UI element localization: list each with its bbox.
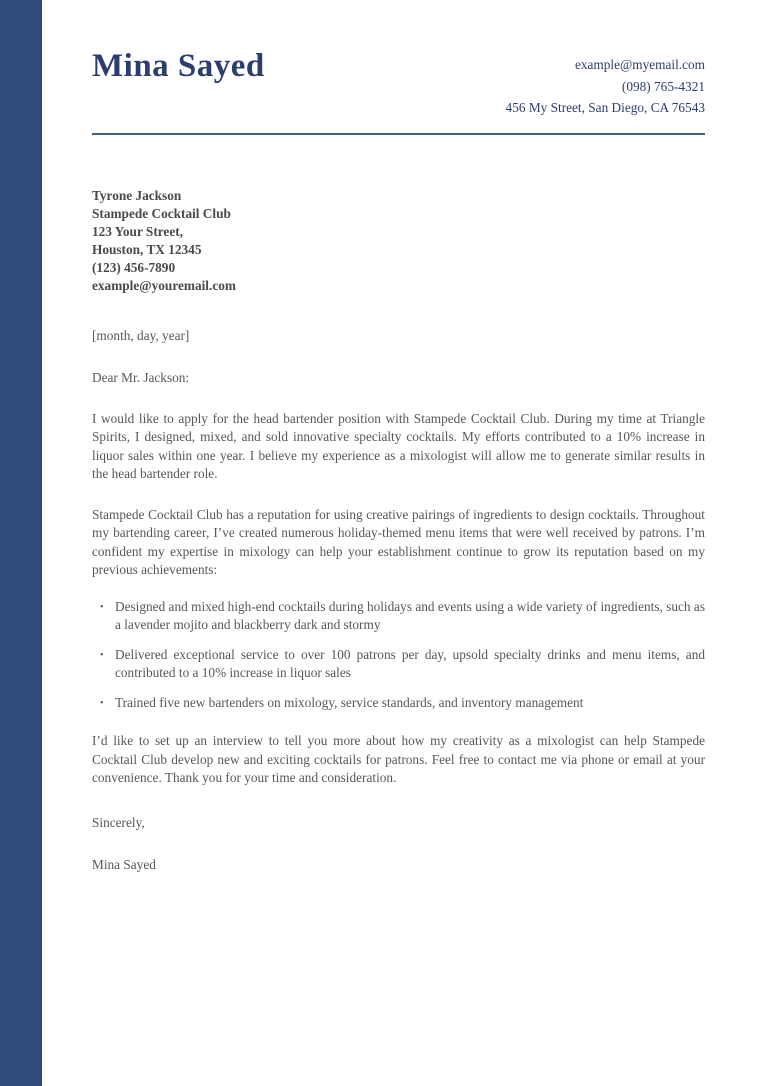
recipient-city: Houston, TX 12345 xyxy=(92,241,202,257)
list-item: • Designed and mixed high-end cocktails during holidays and events using a wide variety of ingredients, such as a lavender mojito and blackberry dark and stormy xyxy=(92,598,705,635)
recipient-company: Stampede Cocktail Club xyxy=(92,205,231,221)
header-divider xyxy=(92,133,705,135)
recipient-street: 123 Your Street, xyxy=(92,223,183,239)
recipient-block xyxy=(92,187,705,295)
cover-letter-page xyxy=(92,0,705,875)
signoff: Sincerely, xyxy=(92,814,145,830)
sender-contact-block xyxy=(506,54,705,119)
letter-header xyxy=(92,48,705,119)
sender-name: Mina Sayed xyxy=(92,48,265,84)
recipient-email: example@youremail.com xyxy=(92,277,236,293)
salutation: Dear Mr. Jackson: xyxy=(92,370,190,385)
sender-phone: (098) 765-4321 xyxy=(621,78,705,94)
achievements-list xyxy=(92,598,705,713)
paragraph-experience: Stampede Cocktail Club has a reputation for using creative pairings of ingredients to design cocktails. Throughout my bartending career, I’ve created numerous holiday-themed menu items that were well received by patrons. I’m confident my expertise in mixology can help your establishment continue to grow its reputation based on my previous achievements: xyxy=(92,506,705,577)
date-placeholder: [month, day, year] xyxy=(92,327,190,343)
list-item: • Trained five new bartenders on mixology, service standards, and inventory management xyxy=(92,694,705,713)
paragraph-intro: I would like to apply for the head bartender position with Stampede Cocktail Club. During my time at Triangle Spirits, I designed, mixed, and sold innovative specialty cocktails. My efforts contributed to a 10% increase in liquor sales within one year. I believe my experience as a mixologist will allow me to generate similar results in the head bartender role. xyxy=(92,410,705,481)
recipient-phone: (123) 456-7890 xyxy=(92,259,176,275)
paragraph-closing: I’d like to set up an interview to tell you more about how my creativity as a mixologist can help Stampede Cocktail Club develop new and exciting cocktails for patrons. Feel free to contact me via phone or email at your convenience. Thank you for your time and consideration. xyxy=(92,733,705,785)
recipient-name: Tyrone Jackson xyxy=(92,187,182,203)
sender-email: example@myemail.com xyxy=(574,57,705,72)
signature-name: Mina Sayed xyxy=(92,857,156,872)
list-item: • Delivered exceptional service to over 100 patrons per day, upsold specialty drinks and menu items, and contributed to a 10% increase in liquor sales xyxy=(92,646,705,683)
left-accent-bar xyxy=(0,0,42,1086)
sender-address: 456 My Street, San Diego, CA 76543 xyxy=(505,100,705,115)
